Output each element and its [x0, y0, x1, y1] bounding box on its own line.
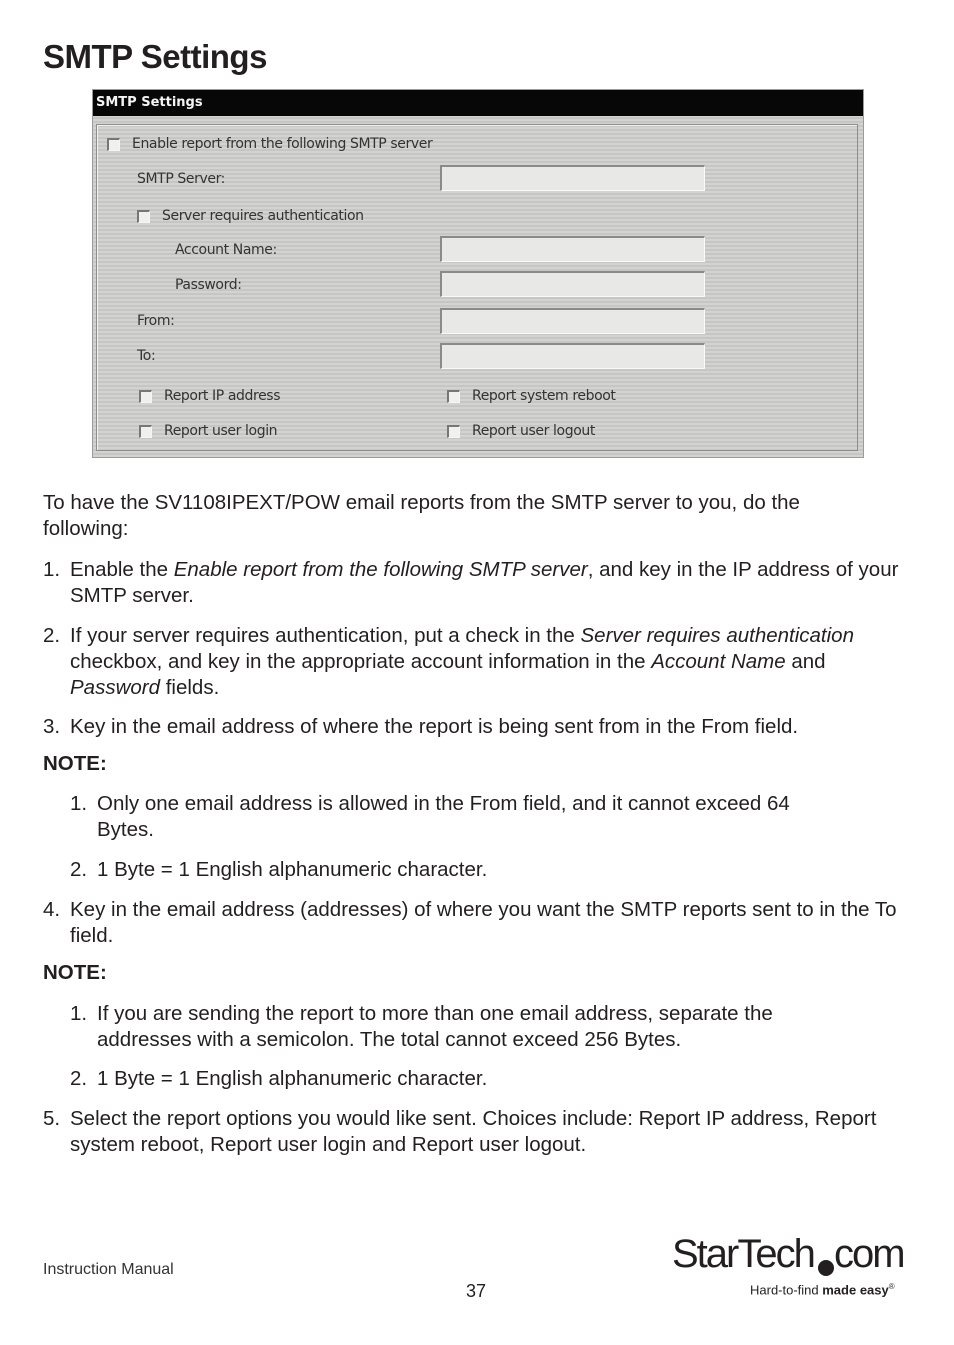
auth-checkbox[interactable]	[137, 210, 150, 223]
smtp-server-label: SMTP Server:	[137, 171, 225, 187]
note-number: 1.	[70, 792, 88, 815]
panel-header: SMTP Settings	[93, 90, 863, 116]
note-2-item-1	[70, 1001, 860, 1053]
logo-tagline: Hard-to-find made easy®	[750, 1282, 895, 1298]
step-number: 1.	[43, 558, 61, 581]
step-3	[43, 714, 923, 740]
report-logout-checkbox[interactable]	[447, 425, 460, 438]
step-number: 4.	[43, 898, 61, 921]
report-login-row[interactable]	[139, 420, 277, 442]
report-reboot-row[interactable]	[447, 385, 616, 407]
report-reboot-checkbox[interactable]	[447, 390, 460, 403]
account-name-row	[175, 239, 277, 261]
intro-paragraph: To have the SV1108IPEXT/POW email reports from the SMTP server to you, do the following:	[43, 491, 800, 540]
step-number: 2.	[43, 624, 61, 647]
from-row	[137, 310, 174, 332]
from-input[interactable]	[440, 308, 705, 334]
note-number: 1.	[70, 1002, 88, 1025]
account-name-label: Account Name:	[175, 242, 277, 258]
auth-label: Server requires authentication	[162, 208, 364, 224]
note-1-item-1	[70, 791, 835, 843]
report-logout-label: Report user logout	[472, 423, 595, 439]
note-text: 1 Byte = 1 English alphanumeric character.	[97, 1067, 488, 1090]
step-number: 5.	[43, 1107, 61, 1130]
step-text: Key in the email address (addresses) of where you want the SMTP reports sent to in the To field.	[70, 898, 897, 947]
step-text: Key in the email address of where the report is being sent from in the From field.	[70, 715, 799, 738]
note-text: 1 Byte = 1 English alphanumeric character.	[97, 858, 488, 881]
to-row	[137, 345, 155, 367]
note-label: NOTE:	[43, 961, 107, 984]
enable-report-row[interactable]	[107, 133, 432, 155]
report-login-checkbox[interactable]	[139, 425, 152, 438]
logo-com: com	[834, 1232, 904, 1276]
account-name-input[interactable]	[440, 236, 705, 262]
startech-logo	[672, 1232, 912, 1302]
logo-wordmark: StarTech	[672, 1232, 814, 1276]
report-reboot-label: Report system reboot	[472, 388, 616, 404]
password-input[interactable]	[440, 271, 705, 297]
step-1	[43, 557, 908, 609]
report-logout-row[interactable]	[447, 420, 595, 442]
auth-row[interactable]	[137, 205, 364, 227]
page-number: 37	[466, 1281, 487, 1301]
step-4	[43, 897, 905, 949]
enable-report-label: Enable report from the following SMTP server	[132, 136, 433, 152]
to-label: To:	[137, 348, 156, 364]
from-label: From:	[137, 313, 175, 329]
note-label: NOTE:	[43, 752, 107, 775]
report-ip-row[interactable]	[139, 385, 280, 407]
report-ip-checkbox[interactable]	[139, 390, 152, 403]
note-number: 2.	[70, 858, 88, 881]
logo-dot-icon	[818, 1260, 834, 1276]
report-login-label: Report user login	[164, 423, 278, 439]
note-2-item-2	[70, 1066, 860, 1092]
note-text: If you are sending the report to more than one email address, separate the addresses with a semicolon. The total cannot exceed 256 Bytes.	[97, 1002, 773, 1051]
smtp-server-row	[137, 168, 225, 190]
note-1-item-2	[70, 857, 835, 883]
smtp-server-input[interactable]	[440, 165, 705, 191]
report-ip-label: Report IP address	[164, 388, 281, 404]
note-number: 2.	[70, 1067, 88, 1090]
password-label: Password:	[175, 277, 242, 293]
password-row	[175, 274, 242, 296]
step-2	[43, 623, 903, 701]
step-text: If your server requires authentication, put a check in the Server requires authentication checkbox, and key in the appropriate account information in the Account Name and Password fields.	[70, 624, 854, 699]
step-number: 3.	[43, 715, 61, 738]
enable-report-checkbox[interactable]	[107, 138, 120, 151]
smtp-settings-panel	[92, 89, 864, 458]
note-text: Only one email address is allowed in the From field, and it cannot exceed 64 Bytes.	[97, 792, 790, 841]
footer-manual-label: Instruction Manual	[43, 1261, 174, 1278]
to-input[interactable]	[440, 343, 705, 369]
step-5	[43, 1106, 903, 1158]
step-text: Enable the Enable report from the following SMTP server, and key in the IP address of your SMTP server.	[70, 558, 899, 607]
step-text: Select the report options you would like sent. Choices include: Report IP address, Report system reboot, Report user login and Report user logout.	[70, 1107, 877, 1156]
page-title: SMTP Settings	[43, 38, 267, 75]
